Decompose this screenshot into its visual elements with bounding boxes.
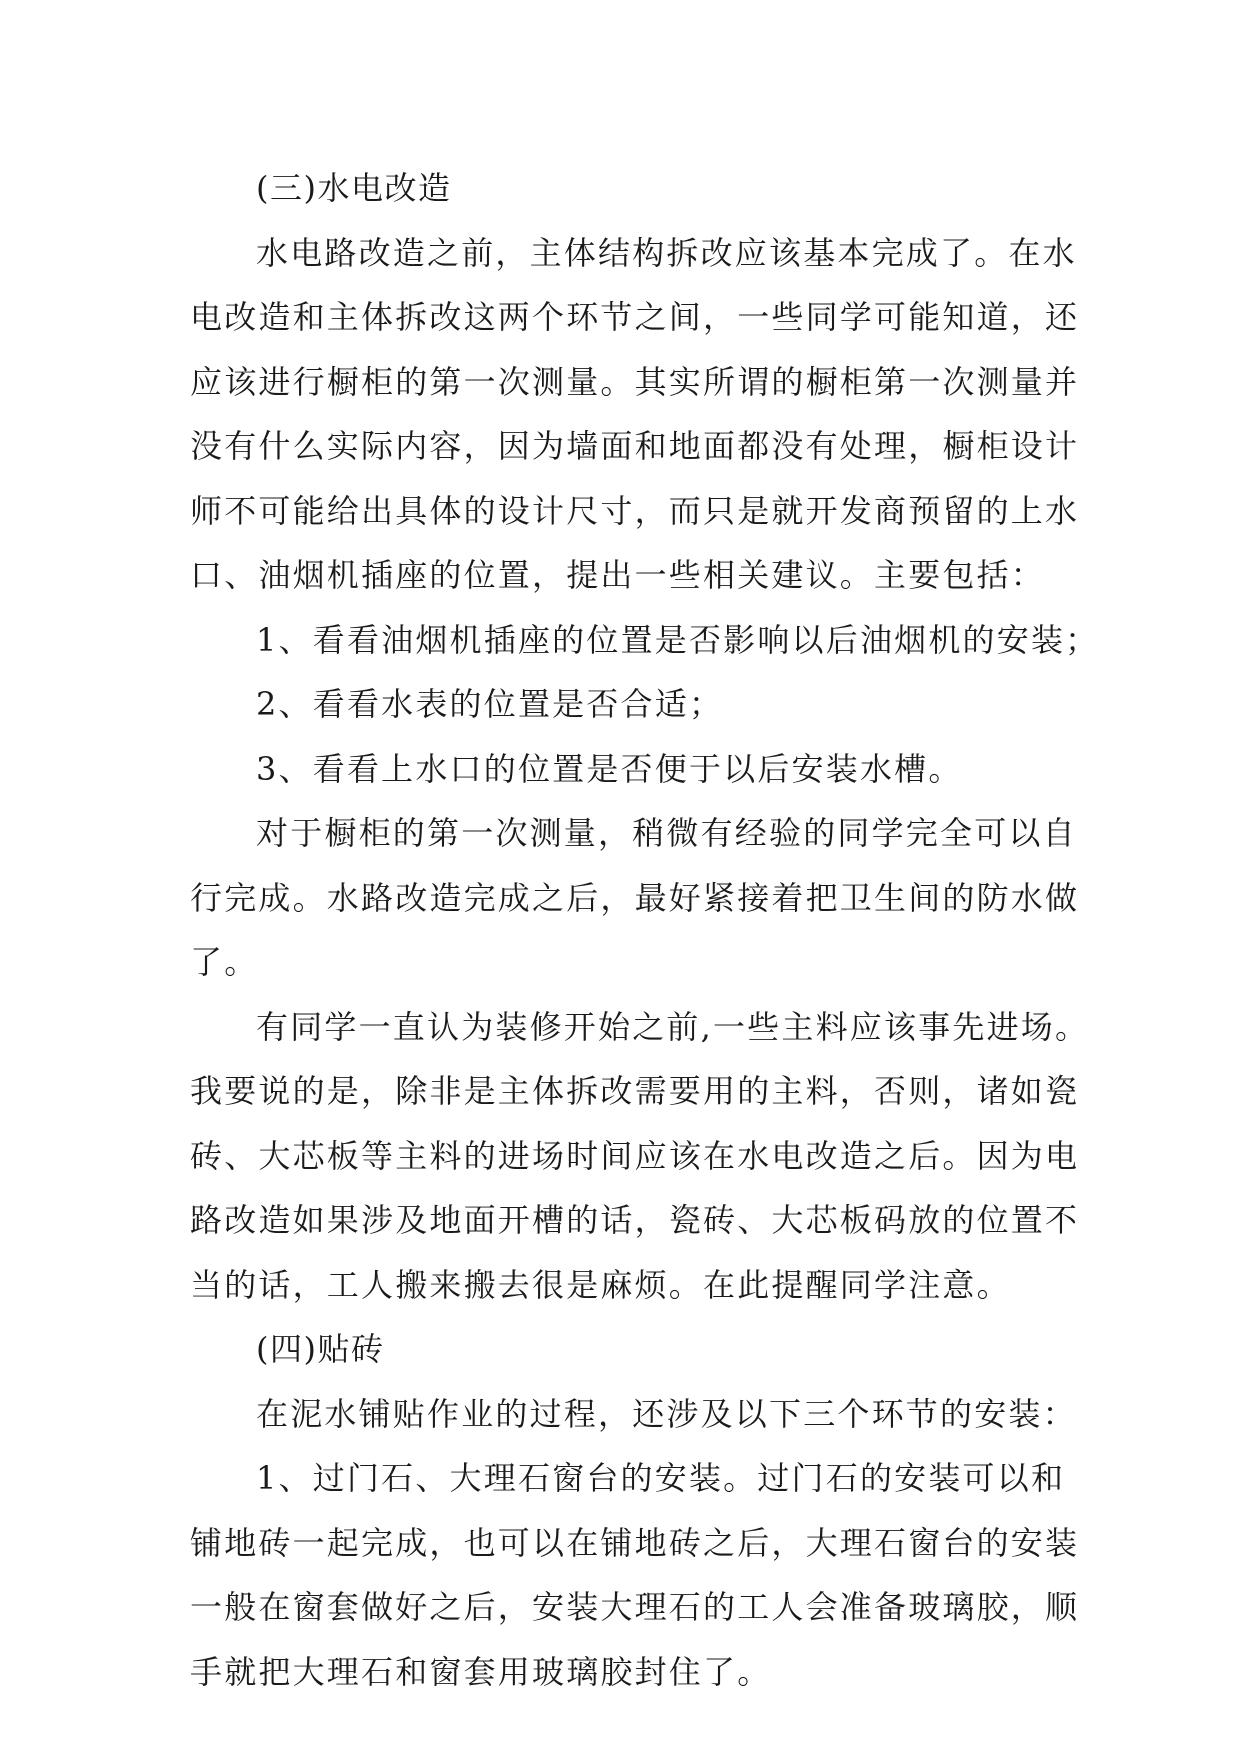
text-line: 1、过门石、大理石窗台的安装。过门石的安装可以和 bbox=[256, 1459, 1066, 1497]
section-heading: (四)贴砖 bbox=[256, 1330, 385, 1368]
paragraph bbox=[190, 995, 1090, 1318]
text-line: 口、油烟机插座的位置，提出一些相关建议。主要包括： bbox=[190, 556, 1046, 594]
text-line: 我要说的是，除非是主体拆改需要用的主料，否则，诸如瓷 bbox=[190, 1072, 1080, 1110]
text-line: 手就把大理石和窗套用玻璃胶封住了。 bbox=[190, 1652, 772, 1691]
section-heading: (三)水电改造 bbox=[256, 169, 452, 207]
text-line: 应该进行橱柜的第一次测量。其实所谓的橱柜第一次测量并 bbox=[190, 362, 1080, 401]
list-item: 3、看看上水口的位置是否便于以后安装水槽。 bbox=[256, 749, 963, 788]
text-line: 电改造和主体拆改这两个环节之间，一些同学可能知道，还 bbox=[190, 298, 1080, 336]
document-page bbox=[190, 156, 1100, 1704]
text-line: 行完成。水路改造完成之后，最好紧接着把卫生间的防水做 bbox=[190, 878, 1080, 917]
paragraph bbox=[190, 1446, 1080, 1704]
text-line: 水电路改造之前，主体结构拆改应该基本完成了。在水 bbox=[256, 233, 1077, 272]
text-line: 砖、大芯板等主料的进场时间应该在水电改造之后。因为电 bbox=[190, 1136, 1080, 1175]
paragraph bbox=[190, 801, 1080, 995]
list bbox=[190, 608, 1100, 802]
list-item: 2、看看水表的位置是否合适； bbox=[256, 685, 724, 723]
text-line: 没有什么实际内容，因为墙面和地面都没有处理，橱柜设计 bbox=[190, 427, 1080, 465]
text-line: 师不可能给出具体的设计尺寸，而只是就开发商预留的上水 bbox=[190, 491, 1080, 530]
text-line: 路改造如果涉及地面开槽的话，瓷砖、大芯板码放的位置不 bbox=[190, 1201, 1080, 1239]
text-line: 一般在窗套做好之后，安装大理石的工人会准备玻璃胶，顺 bbox=[190, 1588, 1080, 1626]
paragraph bbox=[190, 221, 1080, 608]
text-line: 铺地砖一起完成，也可以在铺地砖之后，大理石窗台的安装 bbox=[190, 1523, 1080, 1562]
text-line: 有同学一直认为装修开始之前,一些主料应该事先进场。 bbox=[256, 1007, 1090, 1046]
list-item: 1、看看油烟机插座的位置是否影响以后油烟机的安装； bbox=[256, 620, 1100, 659]
text-line: 了。 bbox=[190, 943, 259, 981]
text-line: 对于橱柜的第一次测量，稍微有经验的同学完全可以自 bbox=[256, 814, 1077, 852]
text-line: 在泥水铺贴作业的过程，还涉及以下三个环节的安装： bbox=[256, 1394, 1077, 1433]
text-line: 当的话，工人搬来搬去很是麻烦。在此提醒同学注意。 bbox=[190, 1265, 1011, 1304]
